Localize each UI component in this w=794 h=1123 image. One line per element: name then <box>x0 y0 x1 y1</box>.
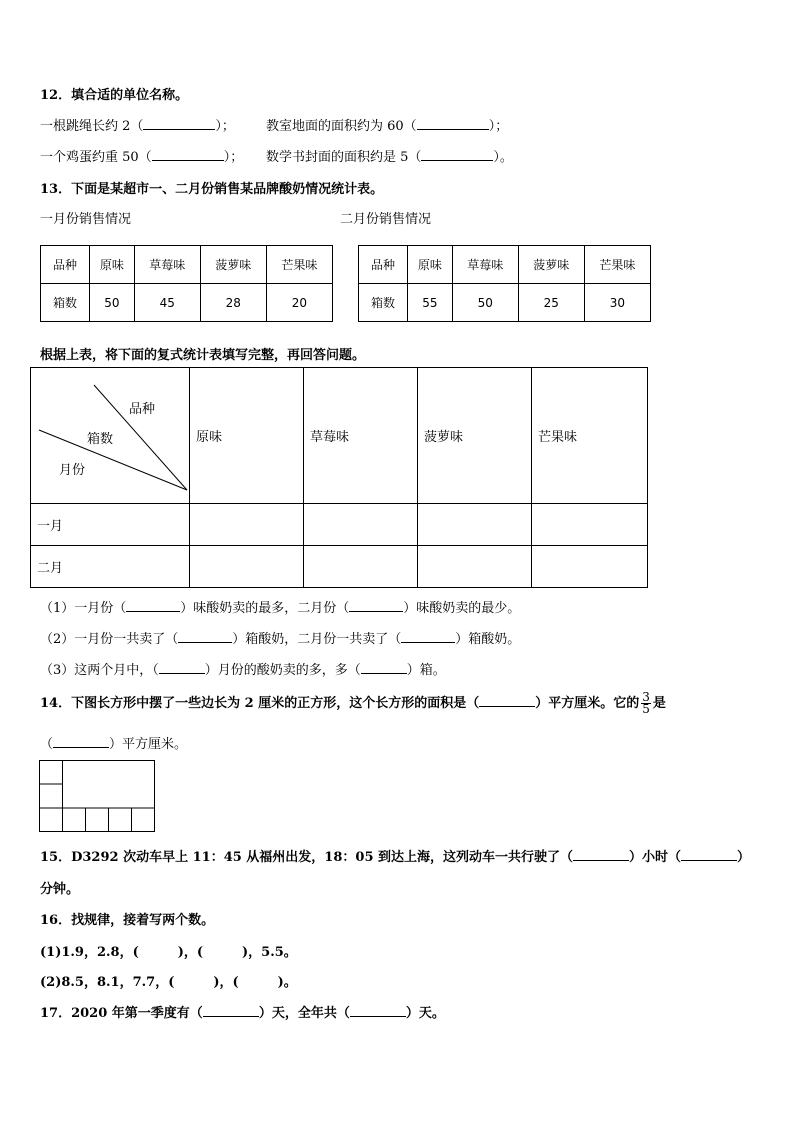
q12-item-2 <box>266 115 508 134</box>
q17-line <box>40 1002 445 1021</box>
q12-item-3-pre: 一个鸡蛋约重 50（ <box>40 150 152 165</box>
q14-line-2 <box>40 733 187 752</box>
q12-blank-1[interactable] <box>143 117 215 130</box>
q15-text: ）小时（ <box>629 850 682 865</box>
answer-blank[interactable] <box>401 630 455 643</box>
table2-header-label: 品种 <box>359 246 408 284</box>
answer-blank[interactable] <box>349 599 403 612</box>
table1-value: 45 <box>134 284 200 322</box>
q14-text: 是 <box>652 696 666 711</box>
q13-sub-3-text: ）箱。 <box>406 663 446 678</box>
q14-text: 14．下图长方形中摆了一些边长为 2 厘米的正方形，这个长方形的面积是（ <box>40 696 480 711</box>
q15-line-2: 分钟。 <box>40 882 80 897</box>
table-row <box>31 504 648 546</box>
fraction <box>641 692 651 715</box>
q13-sub-1-text: ）味酸奶卖的最少。 <box>403 601 521 616</box>
answer-blank[interactable] <box>126 599 180 612</box>
table-row <box>359 246 651 284</box>
compound-flavor-header: 原味 <box>190 368 304 504</box>
compound-month-label: 一月 <box>31 504 190 546</box>
table1-header-label: 品种 <box>41 246 90 284</box>
table1-value: 20 <box>266 284 332 322</box>
table-row <box>41 284 333 322</box>
table1-flavor: 菠萝味 <box>200 246 266 284</box>
compound-input-cell[interactable] <box>418 546 532 588</box>
table1-count-label: 箱数 <box>41 284 90 322</box>
table1-value: 50 <box>90 284 135 322</box>
q13-sub-1 <box>40 597 520 616</box>
compound-input-cell[interactable] <box>304 504 418 546</box>
compound-month-label: 二月 <box>31 546 190 588</box>
q13-sub-2-text: ）箱酸奶。 <box>455 632 521 647</box>
answer-blank[interactable] <box>681 848 737 861</box>
q12-item-3 <box>40 146 243 165</box>
q17-text: ）天，全年共（ <box>258 1006 350 1021</box>
table-row <box>31 546 648 588</box>
table2-value: 50 <box>452 284 518 322</box>
compound-flavor-header: 草莓味 <box>304 368 418 504</box>
q13-title: 13．下面是某超市一、二月份销售某品牌酸奶情况统计表。 <box>40 182 384 197</box>
compound-stats-table <box>30 367 648 588</box>
q13-sub-3-text: （3）这两个月中，（ <box>40 663 159 678</box>
fraction-denominator: 5 <box>642 702 650 716</box>
table1-flavor: 原味 <box>90 246 135 284</box>
compound-input-cell[interactable] <box>418 504 532 546</box>
q16-line-1: (1)1.9，2.8，( )，( )，5.5。 <box>40 945 297 960</box>
q12-item-1 <box>40 115 235 134</box>
answer-blank[interactable] <box>361 661 407 674</box>
table-row <box>359 284 651 322</box>
q13-sub-1-text: ）味酸奶卖的最多，二月份（ <box>180 601 350 616</box>
q12-item-4-post: ）。 <box>493 150 513 165</box>
answer-blank[interactable] <box>573 848 629 861</box>
q13-sub-2-text: ）箱酸奶，二月份一共卖了（ <box>232 632 402 647</box>
q14-text: （ <box>40 737 54 752</box>
q14-text: ）平方厘米。它的 <box>535 696 640 711</box>
q13-sub-2 <box>40 628 520 647</box>
february-sales-table <box>358 245 651 322</box>
rectangle-squares-figure <box>39 760 157 834</box>
table2-flavor: 草莓味 <box>452 246 518 284</box>
table2-count-label: 箱数 <box>359 284 408 322</box>
table-row <box>41 246 333 284</box>
q12-blank-3[interactable] <box>152 148 224 161</box>
compound-flavor-header: 菠萝味 <box>418 368 532 504</box>
table2-value: 25 <box>518 284 584 322</box>
answer-blank[interactable] <box>53 735 109 748</box>
q16-line-2: (2)8.5，8.1，7.7，( )，( )。 <box>40 975 297 990</box>
compound-input-cell[interactable] <box>304 546 418 588</box>
table1-caption: 一月份销售情况 <box>40 212 132 227</box>
q13-sub-3-text: ）月份的酸奶卖的多，多（ <box>204 663 361 678</box>
q12-item-2-pre: 教室地面的面积约为 60（ <box>266 119 417 134</box>
table-row <box>31 368 648 504</box>
q17-text: ）天。 <box>405 1006 445 1021</box>
answer-blank[interactable] <box>178 630 232 643</box>
table2-caption: 二月份销售情况 <box>340 212 432 227</box>
answer-blank[interactable] <box>159 661 205 674</box>
table2-flavor: 芒果味 <box>584 246 650 284</box>
q12-item-4-pre: 数学书封面的面积约是 5（ <box>266 150 422 165</box>
q14-text: ）平方厘米。 <box>109 737 188 752</box>
diag-label-count: 箱数 <box>87 432 114 447</box>
compound-input-cell[interactable] <box>532 546 648 588</box>
compound-input-cell[interactable] <box>190 546 304 588</box>
q12-blank-2[interactable] <box>417 117 489 130</box>
table2-value: 55 <box>408 284 453 322</box>
table2-value: 30 <box>584 284 650 322</box>
diag-label-flavor: 品种 <box>129 402 156 417</box>
compound-flavor-header: 芒果味 <box>532 368 648 504</box>
q13-instruction: 根据上表，将下面的复式统计表填写完整，再回答问题。 <box>40 348 366 363</box>
q13-sub-1-text: （1）一月份（ <box>40 601 127 616</box>
table1-flavor: 草莓味 <box>134 246 200 284</box>
diagonal-header-cell <box>31 368 190 504</box>
q15-line-1 <box>40 846 750 865</box>
q15-text: 15．D3292 次动车早上 11：45 从福州出发，18：05 到达上海，这列动车一共行驶了（ <box>40 850 574 865</box>
january-sales-table <box>40 245 333 322</box>
table2-flavor: 原味 <box>408 246 453 284</box>
answer-blank[interactable] <box>350 1004 406 1017</box>
q12-item-1-pre: 一根跳绳长约 2（ <box>40 119 144 134</box>
q13-sub-3 <box>40 659 446 678</box>
q12-item-2-post: ）； <box>488 119 509 134</box>
answer-blank[interactable] <box>479 694 535 707</box>
q12-title: 12．填合适的单位名称。 <box>40 88 189 103</box>
q16-title: 16．找规律，接着写两个数。 <box>40 913 215 928</box>
diag-label-month: 月份 <box>59 463 86 478</box>
compound-input-cell[interactable] <box>532 504 648 546</box>
compound-input-cell[interactable] <box>190 504 304 546</box>
q12-blank-4[interactable] <box>421 148 493 161</box>
q13-sub-2-text: （2）一月份一共卖了（ <box>40 632 179 647</box>
q15-text: ） <box>737 850 751 865</box>
table2-flavor: 菠萝味 <box>518 246 584 284</box>
table1-flavor: 芒果味 <box>266 246 332 284</box>
q12-item-4 <box>266 146 513 165</box>
q14-line-1 <box>40 689 666 719</box>
q12-item-3-post: ）； <box>223 150 244 165</box>
q12-item-1-post: ）； <box>215 119 235 134</box>
answer-blank[interactable] <box>203 1004 259 1017</box>
table1-value: 28 <box>200 284 266 322</box>
q17-text: 17．2020 年第一季度有（ <box>40 1006 203 1021</box>
fraction-numerator: 3 <box>642 690 650 704</box>
